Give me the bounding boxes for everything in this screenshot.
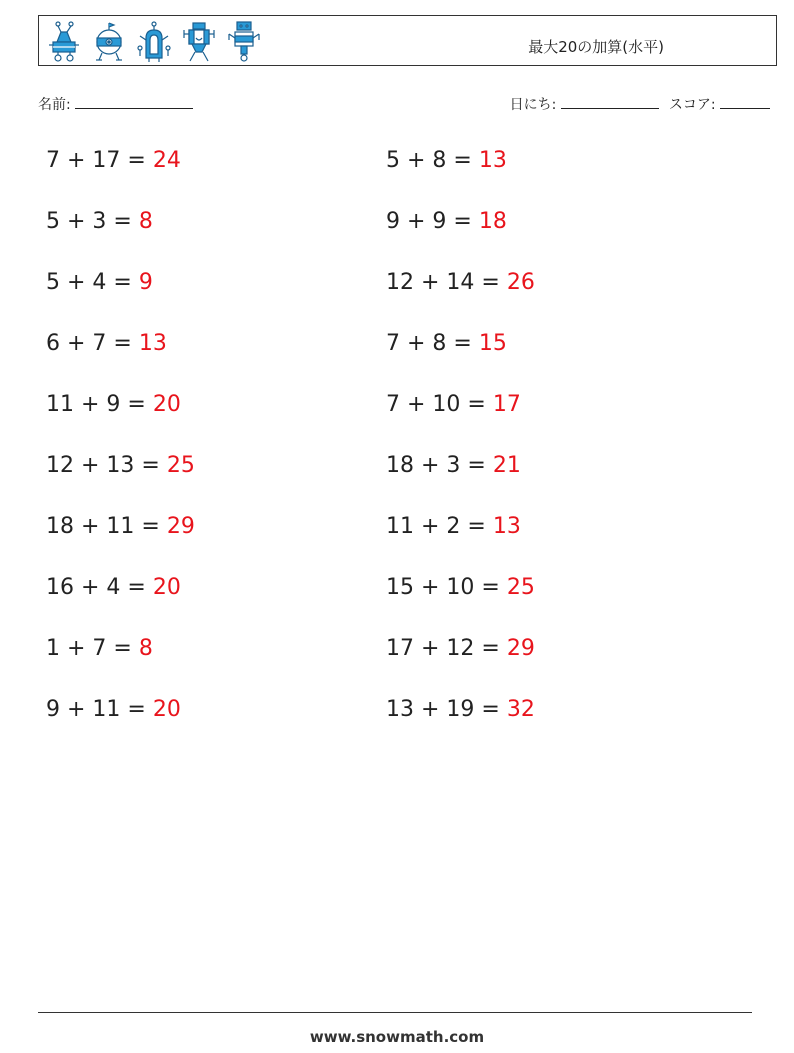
problem-item [46,453,195,478]
problem-question: 1 + 7 = [46,636,139,661]
problem-item [386,270,535,295]
problem-item [386,331,507,356]
problem-answer: 18 [478,209,507,234]
problem-answer: 25 [166,453,195,478]
problem-item [386,392,521,417]
problem-answer: 24 [152,148,181,173]
robot-1-icon [47,20,81,64]
problem-question: 12 + 14 = [386,270,507,295]
problem-question: 7 + 10 = [386,392,493,417]
date-label: 日にち: [509,97,557,113]
problem-item [386,514,521,539]
problem-question: 18 + 3 = [386,453,493,478]
worksheet-title: 最大20の加算(水平) [528,38,664,56]
robot-3-icon [137,20,171,64]
problem-answer: 13 [478,148,507,173]
problem-question: 6 + 7 = [46,331,139,356]
problem-question: 7 + 8 = [386,331,479,356]
name-label: 名前: [38,97,71,113]
problem-answer: 32 [506,697,535,722]
problem-answer: 29 [166,514,195,539]
problem-question: 5 + 4 = [46,270,139,295]
problem-item [46,331,167,356]
date-field [510,94,659,114]
score-label: スコア: [668,97,716,113]
problem-item [386,453,521,478]
problem-question: 13 + 19 = [386,697,507,722]
problem-answer: 26 [506,270,535,295]
problem-answer: 15 [478,331,507,356]
robot-icons [47,20,261,64]
problem-question: 9 + 11 = [46,697,153,722]
problem-answer: 8 [138,209,153,234]
problem-answer: 9 [138,270,153,295]
problem-question: 15 + 10 = [386,575,507,600]
problem-answer: 29 [506,636,535,661]
problem-answer: 21 [492,453,521,478]
problem-answer: 13 [138,331,167,356]
problem-item [386,697,535,722]
problem-answer: 17 [492,392,521,417]
problem-item [386,209,507,234]
problem-item [46,636,153,661]
problem-question: 7 + 17 = [46,148,153,173]
problem-question: 16 + 4 = [46,575,153,600]
name-blank [75,96,193,109]
problem-question: 5 + 3 = [46,209,139,234]
problem-item [46,697,181,722]
problem-question: 9 + 9 = [386,209,479,234]
problem-answer: 20 [152,392,181,417]
footer-url: www.snowmath.com [309,1028,485,1046]
score-field [669,94,770,114]
problem-item [46,514,195,539]
problem-answer: 20 [152,575,181,600]
problem-item [46,270,153,295]
robot-2-icon [92,20,126,64]
robot-4-icon [182,20,216,64]
problem-item [46,148,181,173]
robot-5-icon [227,20,261,64]
problem-answer: 8 [138,636,153,661]
score-blank [720,96,770,109]
problem-answer: 13 [492,514,521,539]
problem-item [386,148,507,173]
problem-item [46,392,181,417]
date-score-fields [510,94,770,114]
footer-divider [38,1012,752,1013]
problem-item [46,575,181,600]
problem-question: 5 + 8 = [386,148,479,173]
problem-item [46,209,153,234]
problem-item [386,575,535,600]
problem-answer: 20 [152,697,181,722]
problem-question: 11 + 2 = [386,514,493,539]
name-field [38,94,193,114]
date-blank [561,96,659,109]
problem-question: 18 + 11 = [46,514,167,539]
problem-item [386,636,535,661]
problem-question: 17 + 12 = [386,636,507,661]
problem-answer: 25 [506,575,535,600]
problem-question: 11 + 9 = [46,392,153,417]
worksheet-header [38,15,777,66]
problem-question: 12 + 13 = [46,453,167,478]
